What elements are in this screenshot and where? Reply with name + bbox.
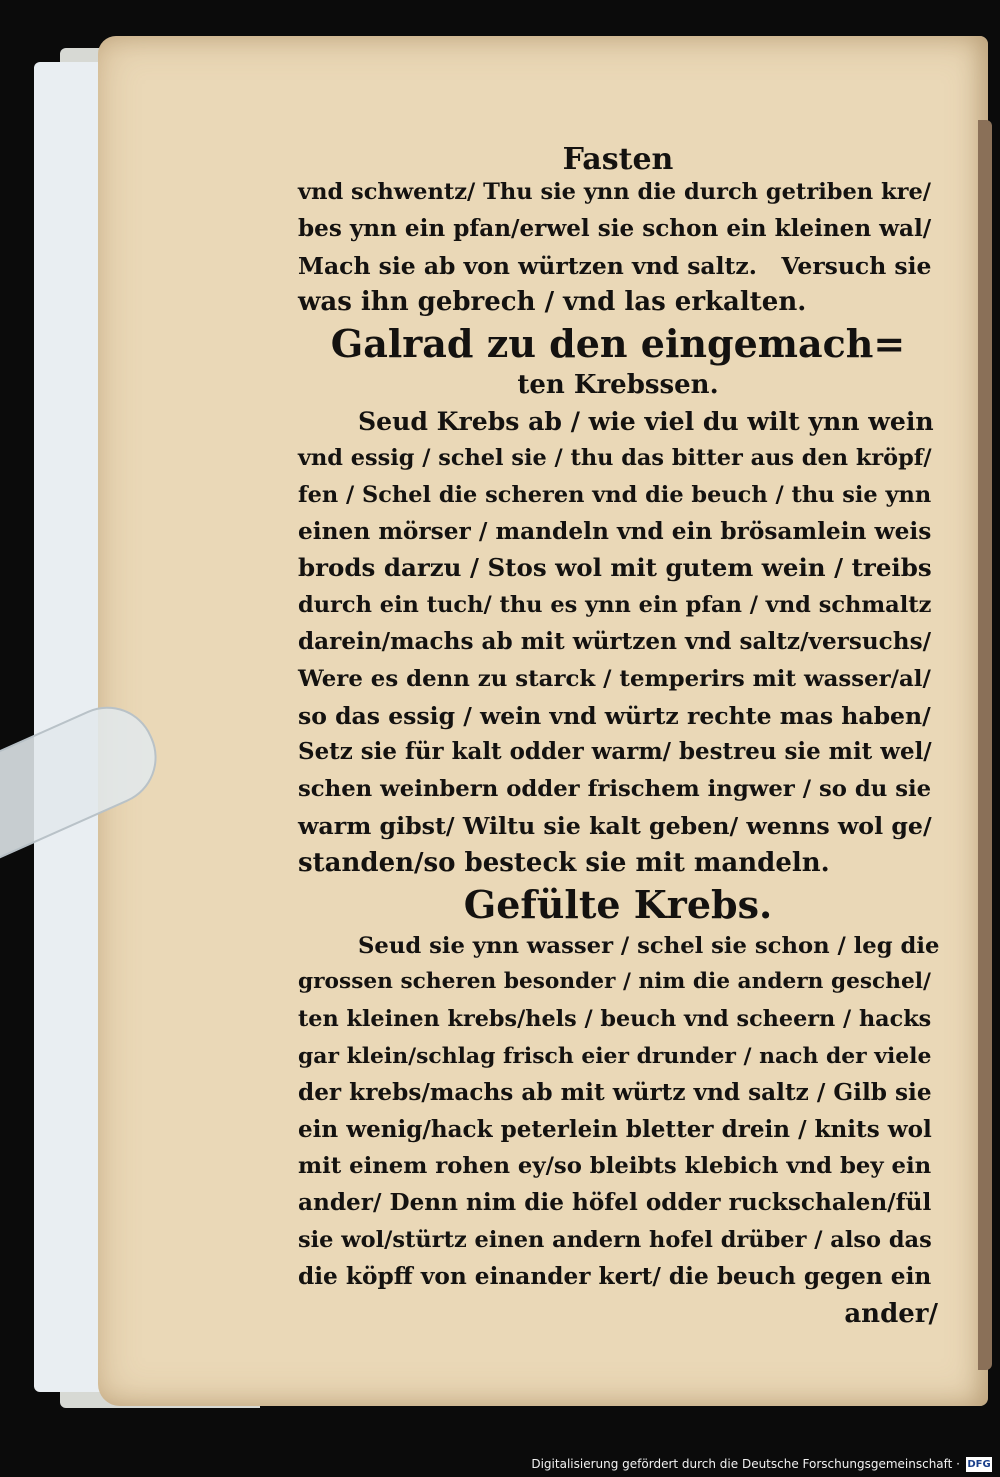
text-line: durch ein tuch/ thu es ynn ein pfan / vnd schmaltz — [298, 592, 932, 619]
page-text — [298, 140, 938, 1332]
paragraph-2 — [298, 403, 938, 881]
text-line: sie wol/stürtz einen andern hofel drüber / also das — [298, 1226, 932, 1253]
text-line: was ihn gebrech / vnd las erkalten. — [298, 287, 807, 318]
text-line: vnd schwentz/ Thu sie ynn die durch getriben kre/ — [298, 179, 932, 205]
text-line: Seud Krebs ab / wie viel du wilt ynn wein — [358, 406, 934, 437]
text-line: vnd essig / schel sie / thu das bitter aus den kröpf/ — [298, 444, 932, 471]
dfg-logo-icon: DFG — [967, 1459, 991, 1470]
text-line: standen/so besteck sie mit mandeln. — [298, 847, 830, 878]
text-line: warm gibst/ Wiltu sie kalt geben/ wenns wol ge/ — [298, 811, 932, 840]
text-line: fen / Schel die scheren vnd die beuch / thu sie ynn — [298, 481, 932, 508]
text-line: Setz sie für kalt odder warm/ bestreu sie mit wel/ — [298, 738, 932, 766]
text-line: die köpff von einander kert/ die beuch gegen ein — [298, 1262, 932, 1290]
text-line: ein wenig/hack peterlein bletter drein / knits wol — [298, 1115, 932, 1143]
text-line: einen mörser / mandeln vnd ein brösamlein weis — [298, 517, 932, 545]
text-line: Mach sie ab von würtzen vnd saltz. Versuch sie — [298, 251, 932, 280]
section-heading-galrad-continuation: ten Krebssen. — [517, 370, 719, 401]
footer-bar — [0, 1454, 1000, 1477]
paragraph-3 — [298, 928, 938, 1333]
text-line: ander/ Denn nim die höfel odder ruckschalen/fül — [298, 1189, 932, 1217]
section-heading-gefuelte-krebs: Gefülte Krebs. — [463, 881, 773, 927]
text-line: grossen scheren besonder / nim die andern geschel/ — [298, 969, 931, 995]
text-line: mit einem rohen ey/so bleibts klebich vnd bey ein — [298, 1153, 932, 1180]
text-line: der krebs/machs ab mit würtz vnd saltz / Gilb sie — [298, 1078, 932, 1106]
page-right-edge — [978, 120, 992, 1370]
running-head: Fasten — [562, 142, 674, 177]
text-line: gar klein/schlag frisch eier drunder / nach der viele — [298, 1042, 932, 1069]
text-line: ten kleinen krebs/hels / beuch vnd scheern / hacks — [298, 1006, 932, 1033]
text-line: bes ynn ein pfan/erwel sie schon ein kleinen wal/ — [298, 214, 932, 242]
paragraph-1 — [298, 174, 938, 321]
text-line: brods darzu / Stos wol mit gutem wein / treibs — [298, 553, 932, 583]
text-line: darein/machs ab mit würtzen vnd saltz/versuchs/ — [298, 627, 932, 655]
text-line: Were es denn zu starck / temperirs mit wasser/al/ — [298, 665, 931, 692]
section-heading-galrad: Galrad zu den eingemach= — [330, 321, 906, 367]
text-line: so das essig / wein vnd würtz rechte mas haben/ — [298, 701, 931, 730]
funding-credit: Digitalisierung gefördert durch die Deutsche Forschungsgemeinschaft · — [531, 1457, 960, 1471]
text-line: schen weinbern odder frischem ingwer / so du sie — [298, 776, 932, 803]
text-line: Seud sie ynn wasser / schel sie schon / leg die — [358, 932, 940, 959]
catchword: ander/ — [844, 1298, 938, 1329]
